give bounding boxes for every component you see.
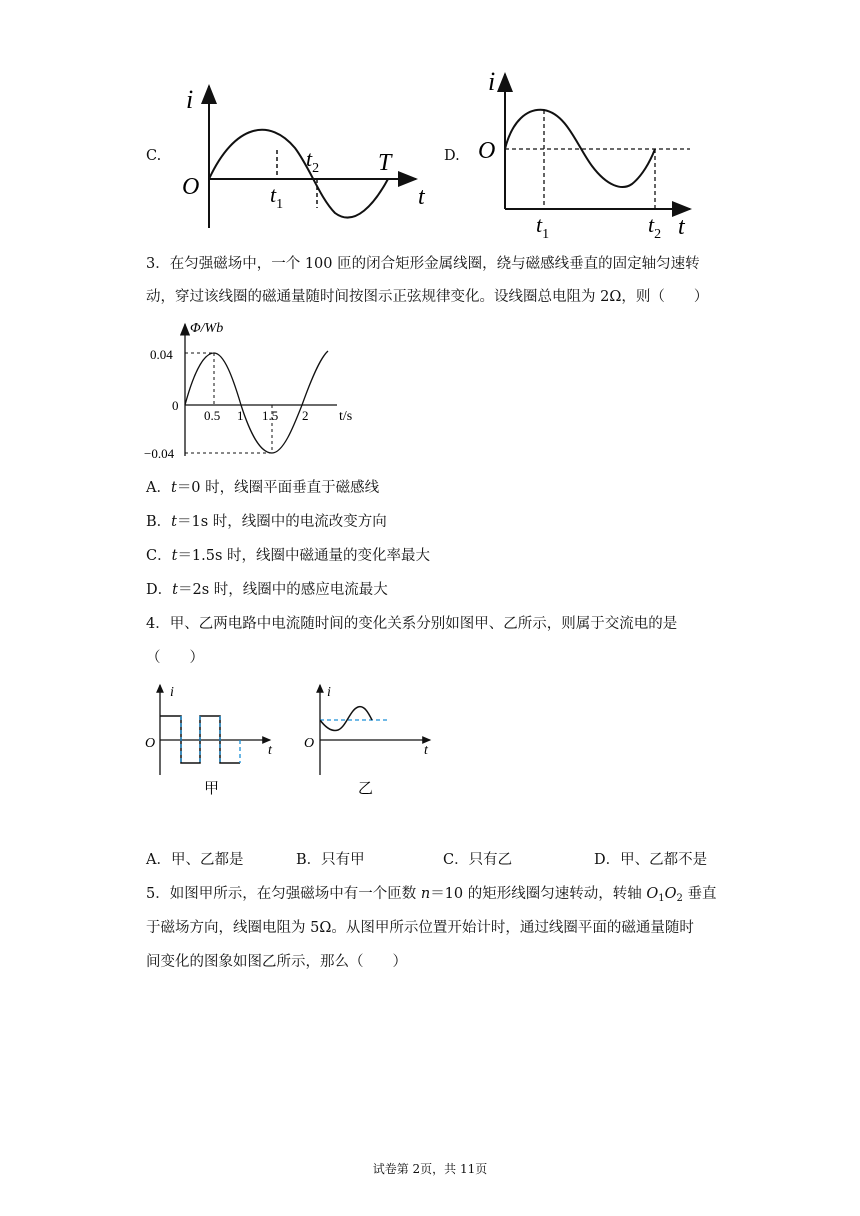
x-axis-label: t: [678, 214, 685, 240]
x-axis-label: t: [424, 743, 428, 758]
y-axis-label: i: [186, 85, 194, 114]
current-curve: [320, 707, 372, 731]
x-tick-label: 1.5: [262, 408, 279, 423]
y-min-label: −0.04: [144, 446, 175, 461]
graph-jia: [140, 680, 285, 805]
graph-yi: [300, 680, 445, 805]
q4-text-line2: （ ）: [146, 650, 204, 666]
q3-option-a: A．t＝0 时，线圈平面垂直于磁感线: [146, 480, 380, 496]
q5-text-line3: 间变化的图象如图乙所示，那么（ ）: [146, 954, 407, 970]
x-axis-label: t: [418, 184, 425, 210]
y-max-label: 0.04: [150, 347, 173, 362]
t1-label: $t_1$: [536, 212, 550, 242]
origin-label: O: [304, 736, 315, 751]
x-axis-label: t/s: [339, 409, 353, 424]
flux-chart: [140, 318, 380, 463]
y-axis-label: Φ/Wb: [190, 321, 224, 336]
y-axis-label: i: [170, 685, 174, 700]
graph-d: [472, 66, 702, 246]
current-curve: [209, 130, 388, 218]
flux-curve: [185, 351, 328, 453]
t2-label: $t_2$: [306, 146, 320, 176]
q4-text-line1: 4．甲、乙两电路中电流随时间的变化关系分别如图甲、乙所示，则属于交流电的是: [146, 616, 678, 632]
origin-label: O: [478, 138, 496, 164]
period-label: T: [378, 150, 392, 176]
q5-text-line2: 于磁场方向，线圈电阻为 5Ω。从图甲所示位置开始计时，通过线圈平面的磁通量随时: [146, 920, 694, 936]
y-axis-label: i: [327, 685, 331, 700]
caption: 甲: [204, 781, 220, 797]
x-axis-label: t: [268, 743, 272, 758]
option-d-label: D.: [444, 148, 460, 164]
q3-option-b: B．t＝1s 时，线圈中的电流改变方向: [146, 514, 387, 530]
x-tick-label: 1: [237, 408, 244, 423]
x-tick-label: 0.5: [204, 408, 221, 423]
q5-text-line1: 5．如图甲所示，在匀强磁场中有一个匝数 n＝10 的矩形线圈匀速转动，转轴 $O_1O_2$ 垂直: [146, 886, 717, 904]
q4-option-d: D．甲、乙都不是: [594, 852, 708, 868]
q4-option-b: B．只有甲: [296, 852, 365, 868]
q4-option-a: A．甲、乙都是: [146, 852, 244, 868]
q3-text-line1: 3．在匀强磁场中，一个 100 匝的闭合矩形金属线圈，绕与磁感线垂直的固定轴匀速转: [146, 256, 700, 272]
q3-option-c: C．t＝1.5s 时，线圈中磁通量的变化率最大: [146, 548, 431, 564]
origin-label: O: [145, 736, 156, 751]
y-axis-label: i: [488, 67, 496, 96]
q3-text-line2: 动，穿过该线圈的磁通量随时间按图示正弦规律变化。设线圈总电阻为 2Ω，则（ ）: [146, 289, 709, 305]
origin-label: O: [182, 174, 200, 200]
t2-label: $t_2$: [648, 212, 662, 242]
page-footer: 试卷第 2页，共 11页: [372, 1162, 488, 1176]
option-c-label: C.: [146, 148, 162, 164]
caption: 乙: [358, 781, 374, 797]
x-tick-label: 2: [302, 408, 309, 423]
q4-option-c: C．只有乙: [443, 852, 513, 868]
t1-label: $t_1$: [270, 182, 284, 212]
q3-option-d: D．t＝2s 时，线圈中的感应电流最大: [146, 582, 388, 598]
origin-label: 0: [172, 398, 179, 413]
graph-c: [170, 78, 430, 238]
